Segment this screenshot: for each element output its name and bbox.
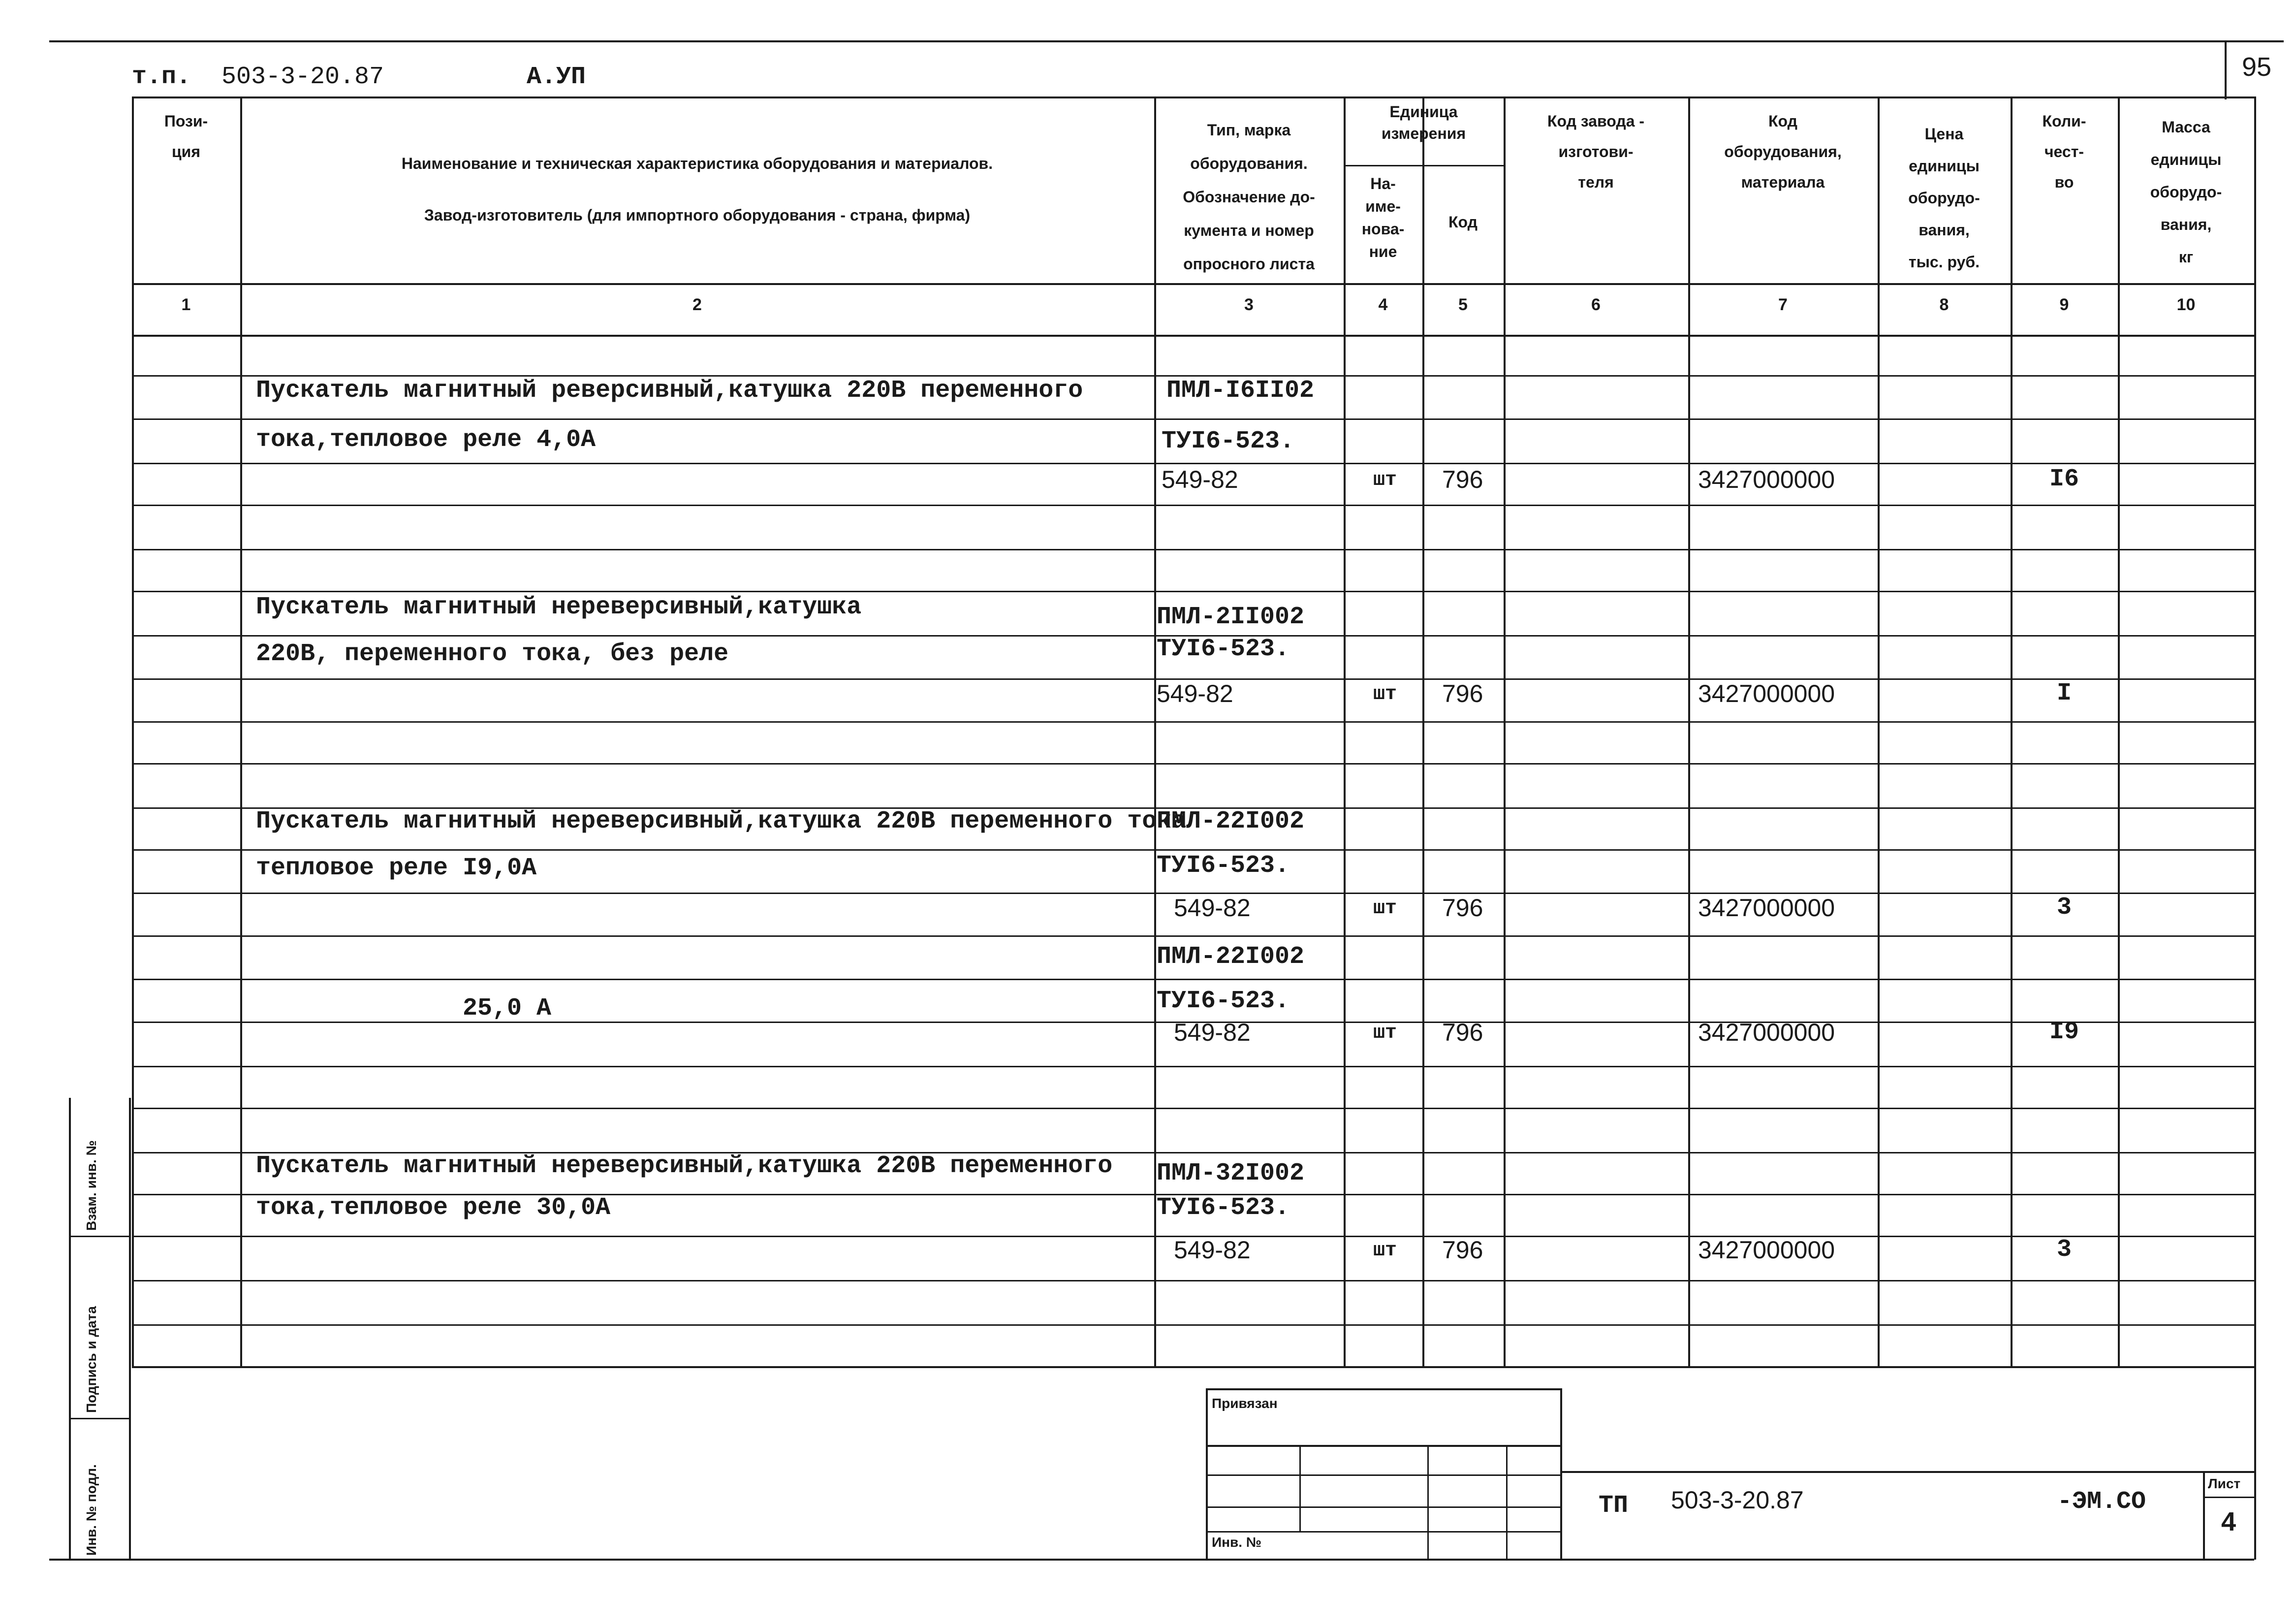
column-header-2: Наименование и техническая характеристика оборудования и материалов. Завод-изготовитель (для импортного оборудования - страна, фирма) — [401, 155, 993, 224]
row-line — [132, 1324, 2254, 1326]
album-code: А.УП — [527, 63, 586, 91]
column-number-2: 2 — [692, 295, 702, 314]
item-name-line: Пускатель магнитный нереверсивный,катушка 220В переменного тока — [256, 807, 1187, 835]
item-unit-code: 796 — [1442, 894, 1483, 922]
column-line — [2254, 96, 2256, 1366]
item-equipment-code: 3427000000 — [1698, 894, 1835, 922]
item-type-line: ТУI6-523. — [1162, 427, 1295, 455]
item-quantity: 3 — [2056, 894, 2072, 922]
item-type-line: ТУI6-523. — [1157, 1194, 1290, 1222]
column-line — [1344, 96, 1346, 1366]
column-line — [1154, 96, 1156, 1366]
row-line — [132, 763, 2254, 765]
item-type-line: 549-82 — [1174, 894, 1251, 922]
item-quantity: 3 — [2056, 1236, 2072, 1264]
column-line — [2011, 96, 2013, 1366]
item-unit-code: 796 — [1442, 1236, 1483, 1264]
row-line — [132, 1066, 2254, 1067]
item-quantity: I — [2056, 679, 2072, 707]
item-unit: шт — [1373, 1022, 1397, 1044]
item-unit: шт — [1373, 683, 1397, 705]
item-unit: шт — [1373, 469, 1397, 491]
stamp-privyazan: Привязан — [1212, 1396, 1278, 1411]
item-type-line: ТУI6-523. — [1157, 852, 1290, 880]
column-header-3: Тип, марка оборудования. Обозначение до- кумента и номер опросного листа — [1183, 121, 1315, 273]
table-top-border — [132, 96, 2254, 98]
column-line — [1688, 96, 1690, 1366]
item-name-line: тока,тепловое реле 4,0А — [256, 426, 596, 454]
item-type-line: ПМЛ-32I002 — [1157, 1159, 1305, 1187]
column-number-10: 10 — [2176, 295, 2196, 314]
row-line — [132, 979, 2254, 980]
item-equipment-code: 3427000000 — [1698, 1236, 1835, 1264]
page-number: 95 — [2241, 52, 2272, 82]
item-unit-code: 796 — [1442, 1019, 1483, 1046]
row-line — [132, 1280, 2254, 1281]
column-header-8: Цена единицы оборудо- вания, тыс. руб. — [1908, 125, 1980, 271]
item-name-line: 220В, переменного тока, без реле — [256, 640, 729, 668]
column-number-1: 1 — [181, 295, 191, 314]
side-label-podpis-data: Подпись и дата — [84, 1306, 99, 1413]
doc-code: 503-3-20.87 — [221, 63, 384, 91]
item-unit-code: 796 — [1442, 466, 1483, 493]
row-line — [132, 463, 2254, 464]
column-line — [2118, 96, 2120, 1366]
colnum-bottom-border — [132, 335, 2254, 337]
item-type-line: 549-82 — [1157, 680, 1233, 707]
item-quantity: I9 — [2049, 1018, 2079, 1046]
column-number-9: 9 — [2059, 295, 2069, 314]
item-unit-code: 796 — [1442, 680, 1483, 707]
column-number-8: 8 — [1939, 295, 1949, 314]
column-line — [1878, 96, 1880, 1366]
row-line — [132, 1108, 2254, 1109]
stamp-code: 503-3-20.87 — [1671, 1486, 1804, 1514]
item-type-line: ПМЛ-I6II02 — [1166, 377, 1315, 405]
row-line — [132, 505, 2254, 506]
table-bottom-border — [132, 1366, 2254, 1368]
item-type-line: 549-82 — [1174, 1236, 1251, 1264]
item-type-line: 549-82 — [1162, 466, 1238, 493]
row-line — [132, 935, 2254, 937]
row-line — [132, 721, 2254, 723]
item-type-line: ТУI6-523. — [1157, 635, 1290, 663]
item-name-line: Пускатель магнитный нереверсивный,катушка — [256, 593, 862, 621]
column-line — [1504, 96, 1506, 1366]
unit-group-divider — [1344, 165, 1504, 166]
column-header-10: Масса единицы оборудо- вания, кг — [2150, 118, 2222, 266]
item-name-line: тока,тепловое реле 30,0А — [256, 1194, 611, 1222]
column-header-5: Код — [1448, 213, 1478, 231]
row-line — [132, 591, 2254, 592]
item-type-line: ПМЛ-22I002 — [1157, 943, 1305, 971]
stamp-suffix: -ЭМ.СО — [2057, 1488, 2146, 1516]
column-header-7: Код оборудования, материала — [1724, 112, 1842, 191]
item-name-line: тепловое реле I9,0А — [256, 854, 537, 882]
side-label-vzam-inv: Взам. инв. № — [84, 1140, 99, 1231]
item-type-line: ПМЛ-22I002 — [1157, 807, 1305, 835]
column-number-4: 4 — [1378, 295, 1388, 314]
item-equipment-code: 3427000000 — [1698, 466, 1835, 493]
row-line — [132, 849, 2254, 851]
item-type-line: ТУI6-523. — [1157, 987, 1290, 1015]
doc-prefix: т.п. — [132, 63, 191, 91]
item-unit: шт — [1373, 897, 1397, 920]
side-label-inv-podl: Инв. № подл. — [84, 1464, 99, 1556]
column-line — [1422, 96, 1424, 1366]
unit-group-header: Единица измерения — [1381, 103, 1466, 142]
item-unit: шт — [1373, 1240, 1397, 1262]
item-name-line: Пускатель магнитный нереверсивный,катушка 220В переменного — [256, 1152, 1113, 1180]
item-name-line: Пускатель магнитный реверсивный,катушка 220В переменного — [256, 377, 1083, 405]
column-header-6: Код завода - изготови- теля — [1547, 112, 1645, 191]
row-line — [132, 549, 2254, 550]
stamp-inv-no: Инв. № — [1212, 1535, 1262, 1550]
stamp-sheet-label: Лист — [2208, 1476, 2241, 1491]
item-equipment-code: 3427000000 — [1698, 1019, 1835, 1046]
column-number-3: 3 — [1244, 295, 1254, 314]
item-name-line: 25,0 А — [463, 994, 552, 1023]
column-header-4: На- име- нова- ние — [1361, 175, 1405, 260]
column-number-7: 7 — [1778, 295, 1788, 314]
column-line — [132, 96, 134, 1366]
item-type-line: ПМЛ-2II002 — [1157, 603, 1305, 631]
column-header-9: Коли- чест- во — [2042, 112, 2086, 191]
column-line — [240, 96, 242, 1366]
stamp-sheet-number: 4 — [2221, 1507, 2236, 1536]
column-header-1: Пози- ция — [164, 112, 208, 160]
column-number-6: 6 — [1591, 295, 1601, 314]
header-bottom-border — [132, 283, 2254, 285]
item-quantity: I6 — [2049, 465, 2079, 493]
item-equipment-code: 3427000000 — [1698, 680, 1835, 707]
stamp-series: ТП — [1599, 1492, 1629, 1520]
item-type-line: 549-82 — [1174, 1019, 1251, 1046]
column-number-5: 5 — [1458, 295, 1468, 314]
row-line — [132, 418, 2254, 420]
